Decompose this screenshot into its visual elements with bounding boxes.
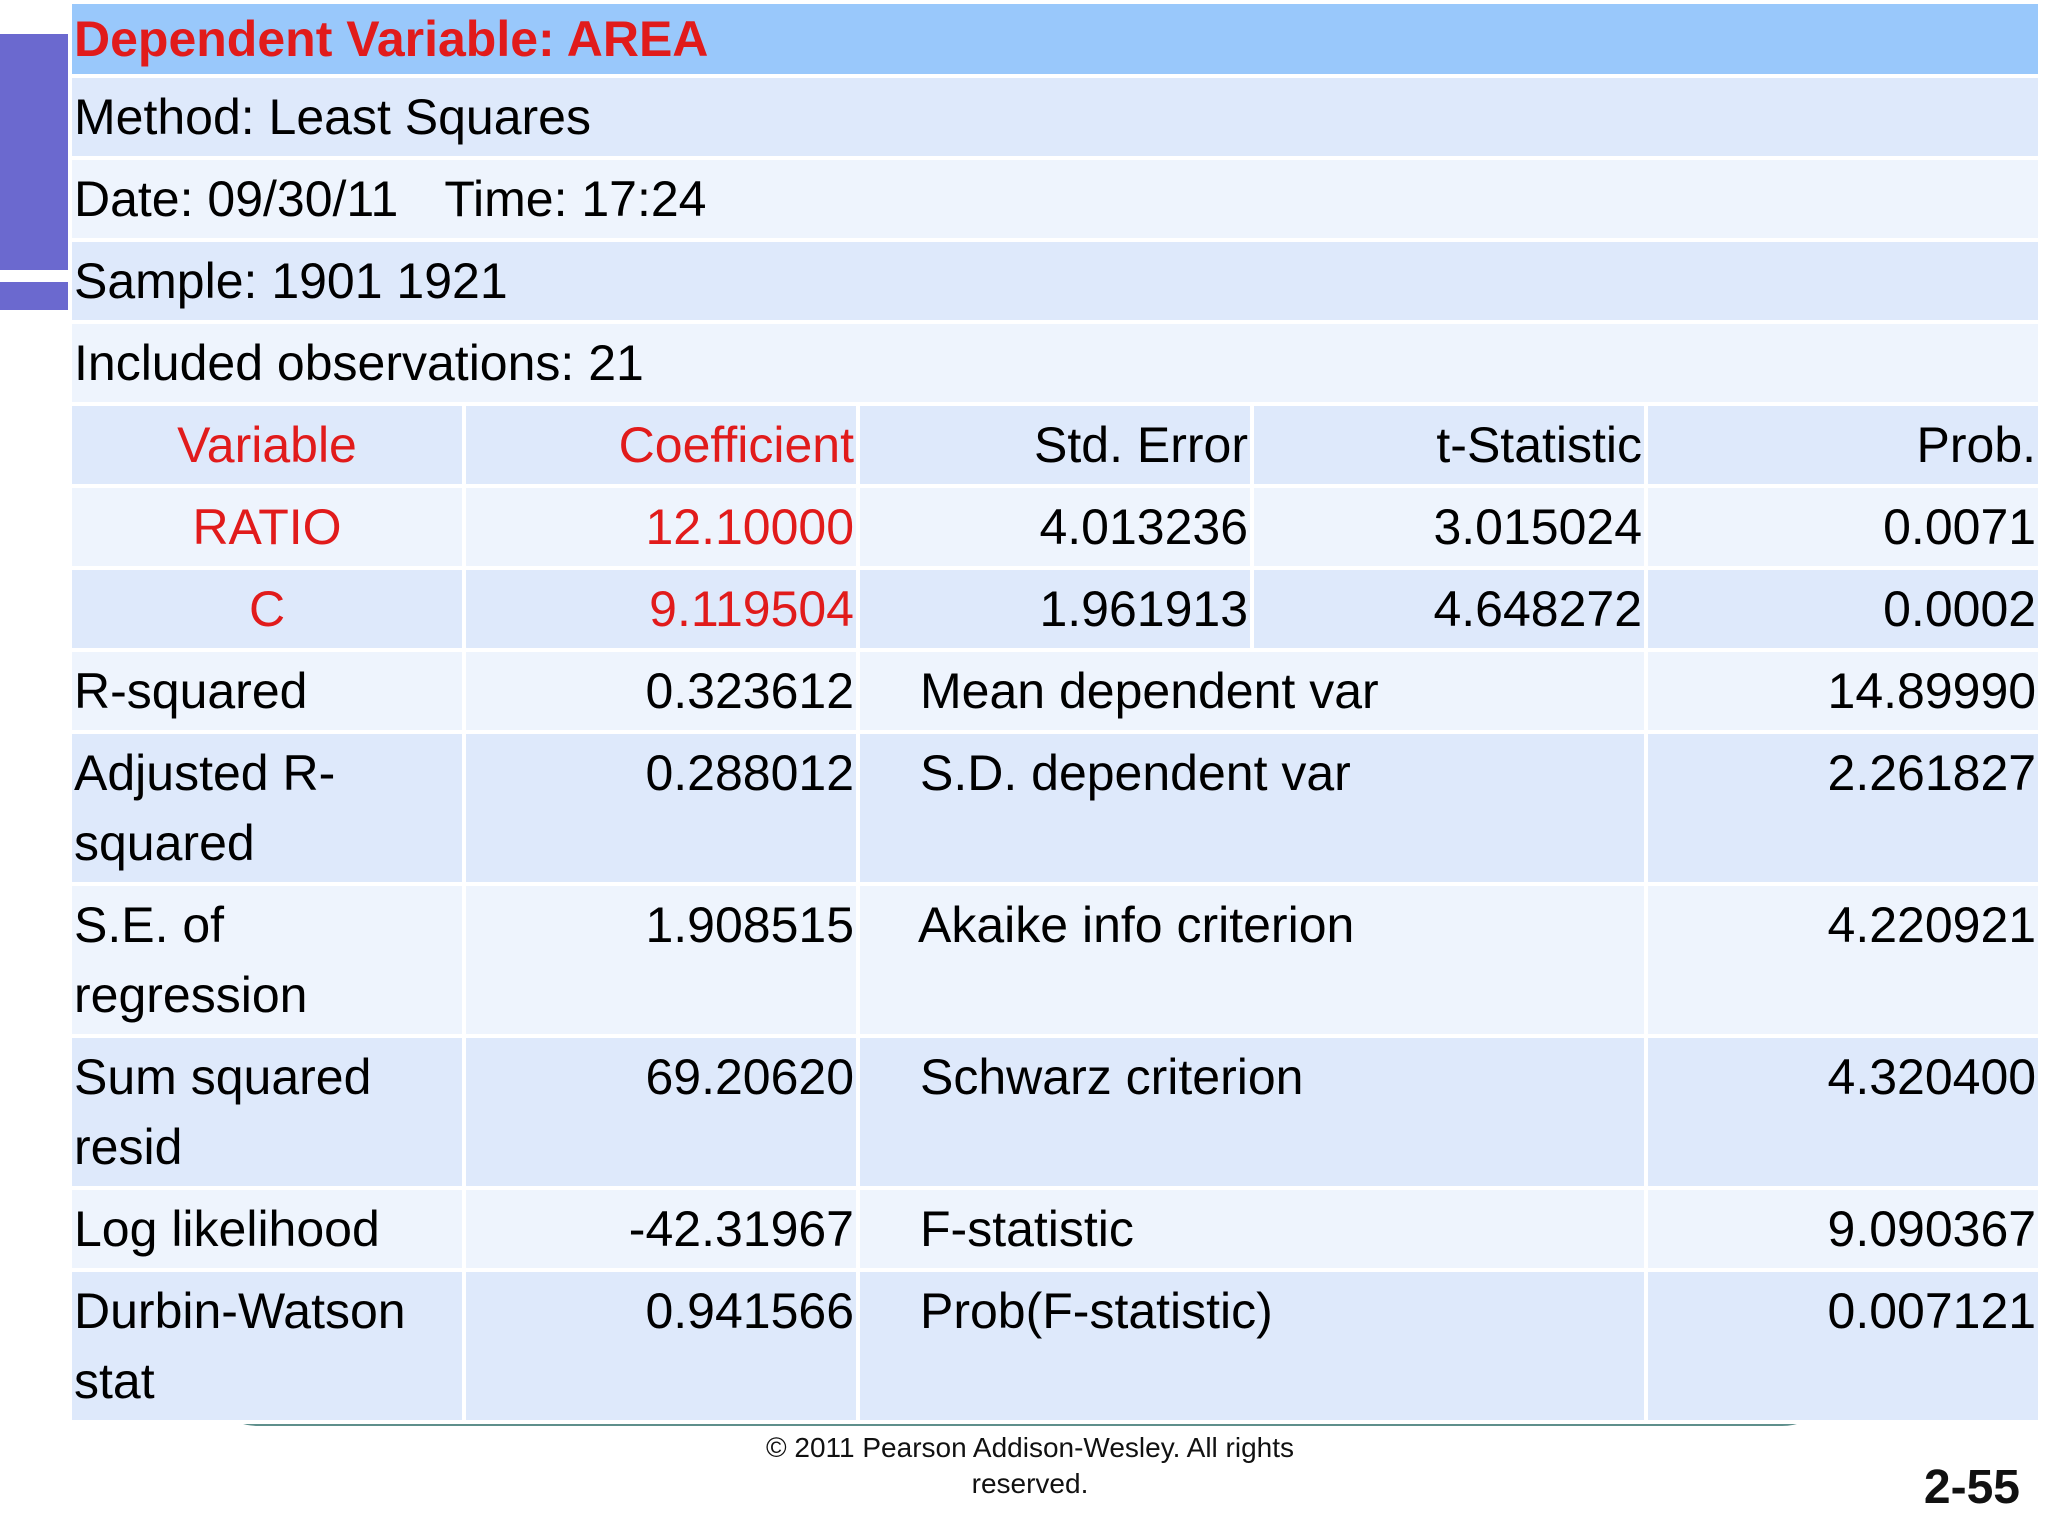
stat-right-value: 4.320400 <box>1648 1038 2038 1186</box>
stat-left-label: Sum squared resid <box>72 1038 462 1186</box>
coefficient-value: 9.119504 <box>466 570 856 648</box>
stat-right-label: Akaike info criterion <box>860 886 1644 1034</box>
prob-value: 0.0002 <box>1648 570 2038 648</box>
stat-right-value: 2.261827 <box>1648 734 2038 882</box>
regression-output-table <box>68 0 2042 1424</box>
sample-text: Sample: 1901 1921 <box>74 253 508 309</box>
time-text: Time: 17:24 <box>444 171 707 227</box>
sample-row <box>72 242 2038 320</box>
stat-right-value: 14.89990 <box>1648 652 2038 730</box>
stat-right-label: S.D. dependent var <box>860 734 1644 882</box>
col-header-coefficient: Coefficient <box>466 406 856 484</box>
stat-left-value: 0.941566 <box>466 1272 856 1420</box>
date-row <box>72 160 2038 238</box>
stat-left-label: S.E. of regression <box>72 886 462 1034</box>
observations-text: Included observations: 21 <box>74 335 644 391</box>
stat-left-label: R-squared <box>72 652 462 730</box>
variable-name: C <box>72 570 462 648</box>
stat-right-label: Mean dependent var <box>860 652 1644 730</box>
slide-side-bar-accent <box>0 282 68 310</box>
stat-left-label: Adjusted R-squared <box>72 734 462 882</box>
slide-page-number: 2-55 <box>1923 1461 2020 1514</box>
stat-left-value: -42.31967 <box>466 1190 856 1268</box>
stat-right-label: Schwarz criterion <box>860 1038 1644 1186</box>
stat-left-value: 0.288012 <box>466 734 856 882</box>
t-statistic-value: 4.648272 <box>1254 570 1644 648</box>
stat-row <box>72 1190 2038 1268</box>
col-header-variable: Variable <box>72 406 462 484</box>
stat-row <box>72 886 2038 1034</box>
dependent-variable-title: Dependent Variable: AREA <box>74 11 709 67</box>
method-row <box>72 78 2038 156</box>
stat-row <box>72 734 2038 882</box>
stat-row <box>72 1272 2038 1420</box>
stat-right-value: 0.007121 <box>1648 1272 2038 1420</box>
t-statistic-value: 3.015024 <box>1254 488 1644 566</box>
col-header-std-error: Std. Error <box>860 406 1250 484</box>
stat-row <box>72 1038 2038 1186</box>
std-error-value: 4.013236 <box>860 488 1250 566</box>
stat-right-label: Prob(F-statistic) <box>860 1272 1644 1420</box>
copyright-notice <box>730 1430 1330 1502</box>
copyright-line-2: reserved. <box>971 1468 1089 1499</box>
stat-right-value: 9.090367 <box>1648 1190 2038 1268</box>
coefficient-row-ratio <box>72 488 2038 566</box>
stat-left-value: 69.20620 <box>466 1038 856 1186</box>
copyright-line-1: © 2011 Pearson Addison-Wesley. All rights <box>765 1432 1295 1463</box>
col-header-t-statistic: t-Statistic <box>1254 406 1644 484</box>
date-text: Date: 09/30/11 <box>74 171 399 227</box>
observations-row <box>72 324 2038 402</box>
column-header-row <box>72 406 2038 484</box>
std-error-value: 1.961913 <box>860 570 1250 648</box>
stat-right-label: F-statistic <box>860 1190 1644 1268</box>
stat-left-value: 0.323612 <box>466 652 856 730</box>
stat-right-value: 4.220921 <box>1648 886 2038 1034</box>
col-header-prob: Prob. <box>1648 406 2038 484</box>
dependent-variable-row <box>72 4 2038 74</box>
stat-left-label: Log likelihood <box>72 1190 462 1268</box>
stat-left-label: Durbin-Watson stat <box>72 1272 462 1420</box>
method-text: Method: Least Squares <box>74 89 591 145</box>
coefficient-row-c <box>72 570 2038 648</box>
stat-left-value: 1.908515 <box>466 886 856 1034</box>
variable-name: RATIO <box>72 488 462 566</box>
stat-row <box>72 652 2038 730</box>
coefficient-value: 12.10000 <box>466 488 856 566</box>
slide-side-bar <box>0 34 68 270</box>
prob-value: 0.0071 <box>1648 488 2038 566</box>
